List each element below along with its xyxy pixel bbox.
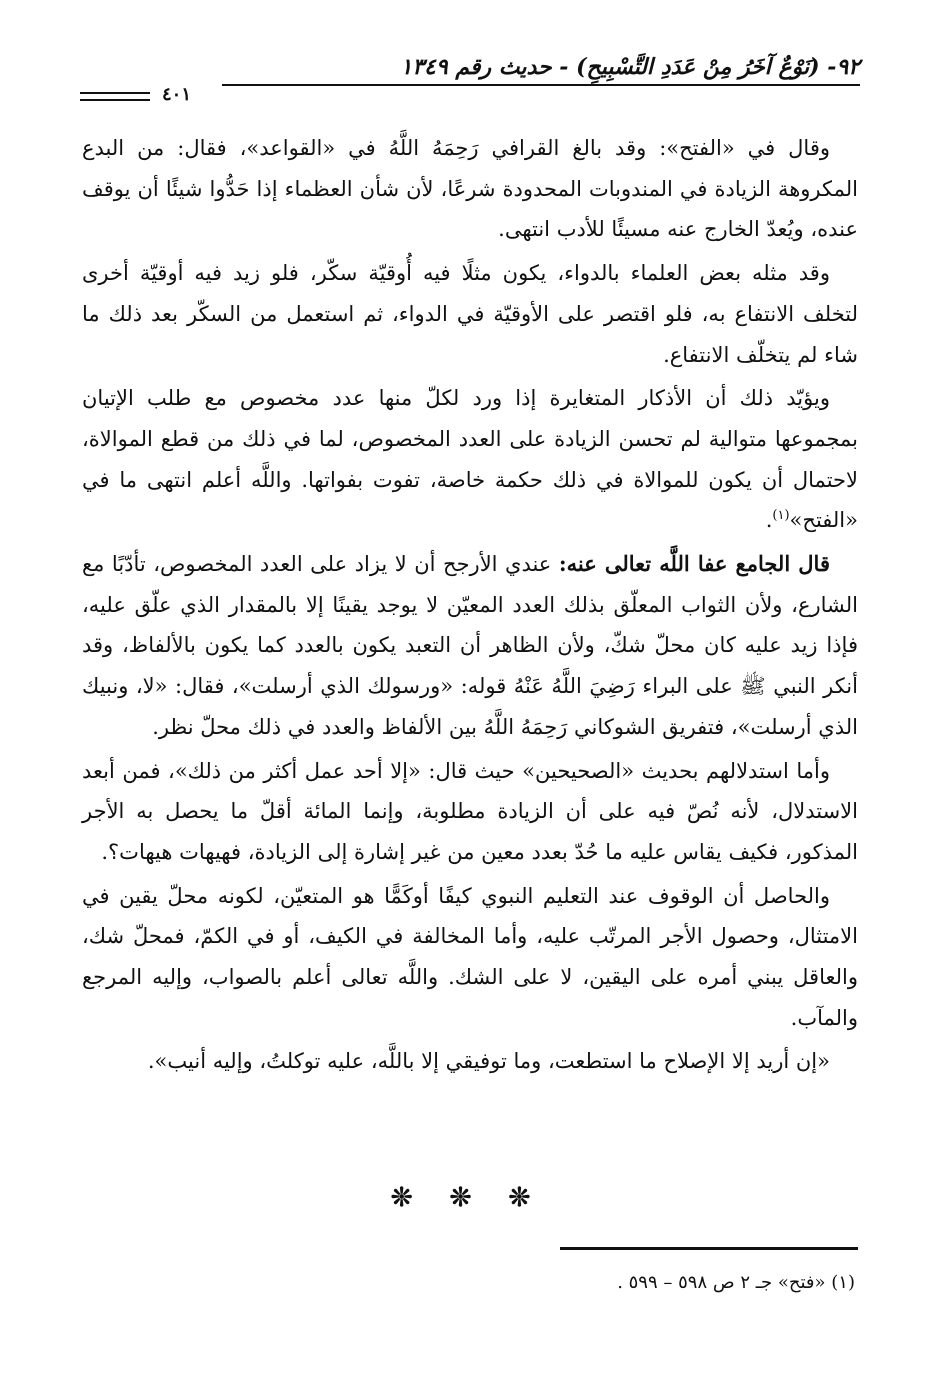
page-number: ٤٠١ (162, 84, 192, 105)
jami-text: عندي الأرجح أن لا يزاد على العدد المخصوص، تأدّبًا مع الشارع، ولأن الثواب المعلّق بذلك العدد المعيّن لا يوجد يقينًا إلا بالمقدار الذي علّق عليه، فإذا زيد عليه كان محلّ شكّ، ولأن الظاهر أن التعبد يكون بالعدد كما يكون بالألفاظ، وقد أنكر النبي ﷺ على البراء رَضِيَ اللَّهُ عَنْهُ قوله: «ورسولك الذي أرسلت»، فقال: «لا، ونبيك الذي أرسلت»، فتفريق الشوكاني رَحِمَهُ اللَّهُ بين الألفاظ والعدد في ذلك محلّ نظر. (82, 552, 858, 739)
paragraph-end: . (765, 508, 773, 533)
paragraph: وقال في «الفتح»: وقد بالغ القرافي رَحِمَهُ اللَّهُ في «القواعد»، فقال: من البدع المكروهة الزيادة في المندوبات المحدودة شرعًا، لأن شأن العظماء إذا حَدُّوا شيئًا أن يوقف عنده، ويُعدّ الخارج عنه مسيئًا للأدب انتهى. (82, 136, 858, 242)
closing-quote: «إن أريد إلا الإصلاح ما استطعت، وما توفيقي إلا باللَّه، عليه توكلتُ، وإليه أنيب». (147, 1049, 830, 1074)
chapter-title: ٩٢- (نَوْعٌ آخَرُ مِنْ عَدَدِ التَّسْبِيحِ) - حديث رقم ١٣٤٩ (400, 54, 860, 80)
footnote: (١) «فتح» جـ ٢ ص ٥٩٨ – ٥٩٩ . (617, 1272, 855, 1293)
paragraph-with-footnote (82, 378, 858, 541)
jami-lead: قال الجامع عفا اللَّه تعالى عنه: (558, 551, 830, 577)
footnote-reference: (١) (772, 508, 790, 524)
running-header (80, 48, 860, 108)
main-text (82, 128, 858, 1082)
footnote-rule (560, 1247, 858, 1250)
header-rule (222, 84, 860, 86)
paragraph: وأما استدلالهم بحديث «الصحيحين» حيث قال: «إلا أحد عمل أكثر من ذلك»، فمن أبعد الاستدلال، لأنه نُصّ فيه على أن الزيادة مطلوبة، وإنما المائة أقلّ ما يحصل به الأجر المذكور، فكيف يقاس عليه ما حُدّ بعدد معين من غير إشارة إلى الزيادة، فهيهات هيهات؟. (82, 758, 858, 864)
page-number-rule-bottom (80, 99, 150, 101)
jami-paragraph (82, 544, 858, 748)
page-number-rule-top (80, 92, 150, 94)
paragraph-text: ويؤيّد ذلك أن الأذكار المتغايرة إذا ورد لكلّ منها عدد مخصوص مع طلب الإتيان بمجموعها متوالية لم تحسن الزيادة على العدد المخصوص، لما في ذلك من قطع الموالاة، لاحتمال أن يكون للموالاة في ذلك حكمة خاصة، تفوت بفواتها. واللَّه أعلم انتهى ما في «الفتح» (82, 386, 858, 533)
section-separator: ❊ ❊ ❊ (390, 1183, 545, 1213)
paragraph: وقد مثله بعض العلماء بالدواء، يكون مثلًا فيه أُوقيّة سكّر، فلو زيد فيه أوقيّة أخرى لتخلف الانتفاع به، فلو اقتصر على الأوقيّة في الدواء، ثم استعمل من السكّر بعد ذلك ما شاء لم يتخلّف الانتفاع. (82, 261, 858, 367)
paragraph: والحاصل أن الوقوف عند التعليم النبوي كيفًا أوكَمًّا هو المتعيّن، لكونه محلّ يقين في الامتثال، وحصول الأجر المرتّب عليه، وأما المخالفة في الكيف، أو في الكمّ، فمحلّ شك، والعاقل يبني أمره على اليقين، لا على الشك. واللَّه تعالى أعلم بالصواب، وإليه المرجع والمآب. (82, 883, 858, 1030)
